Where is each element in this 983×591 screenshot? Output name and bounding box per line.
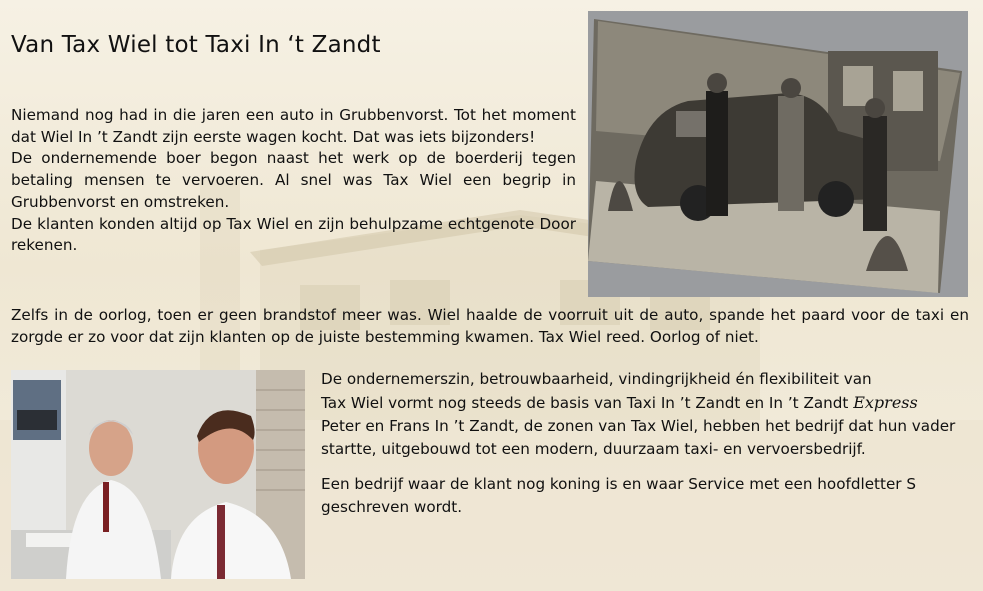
express-word: Express bbox=[853, 393, 918, 412]
page-title: Van Tax Wiel tot Taxi In ‘t Zandt bbox=[11, 32, 381, 58]
intro-paragraph-3: De klanten konden altijd op Tax Wiel en zijn behulpzame echtgenote Door rekenen. bbox=[11, 214, 576, 255]
values-line-2 bbox=[321, 391, 976, 415]
service-paragraph: Een bedrijf waar de klant nog koning is en waar Service met een hoofdletter S geschreven wordt. bbox=[321, 475, 917, 516]
war-text bbox=[11, 304, 969, 348]
sons-photo bbox=[11, 370, 305, 579]
war-paragraph: Zelfs in de oorlog, toen er geen brandstof meer was. Wiel haalde de voorruit uit de auto, spande het paard voor de taxi en zorgde er zo voor dat zijn klanten op de juiste bestemming kwamen. Tax Wiel reed. Oorlog of niet. bbox=[11, 306, 969, 346]
intro-paragraph-2: De ondernemende boer begon naast het werk op de boerderij tegen betaling mensen te vervoeren. Al snel was Tax Wiel een begrip in Grubbenvorst en omstreken. bbox=[11, 149, 576, 211]
values-line-2-text: Tax Wiel vormt nog steeds de basis van Taxi In ’t Zandt en In ’t Zandt bbox=[321, 394, 849, 412]
historic-taxi-photo bbox=[588, 11, 968, 297]
values-line-1: De ondernemerszin, betrouwbaarheid, vindingrijkheid én flexibiliteit van bbox=[321, 370, 872, 388]
company-text bbox=[321, 368, 976, 519]
intro-text bbox=[11, 105, 576, 257]
intro-paragraph-1: Niemand nog had in die jaren een auto in Grubbenvorst. Tot het moment dat Wiel In ’t Zandt zijn eerste wagen kocht. Dat was iets bijzonders! bbox=[11, 106, 576, 146]
sons-paragraph: Peter en Frans In ’t Zandt, de zonen van Tax Wiel, hebben het bedrijf dat hun vader startte, uitgebouwd tot een modern, duurzaam taxi- en vervoersbedrijf. bbox=[321, 417, 956, 458]
